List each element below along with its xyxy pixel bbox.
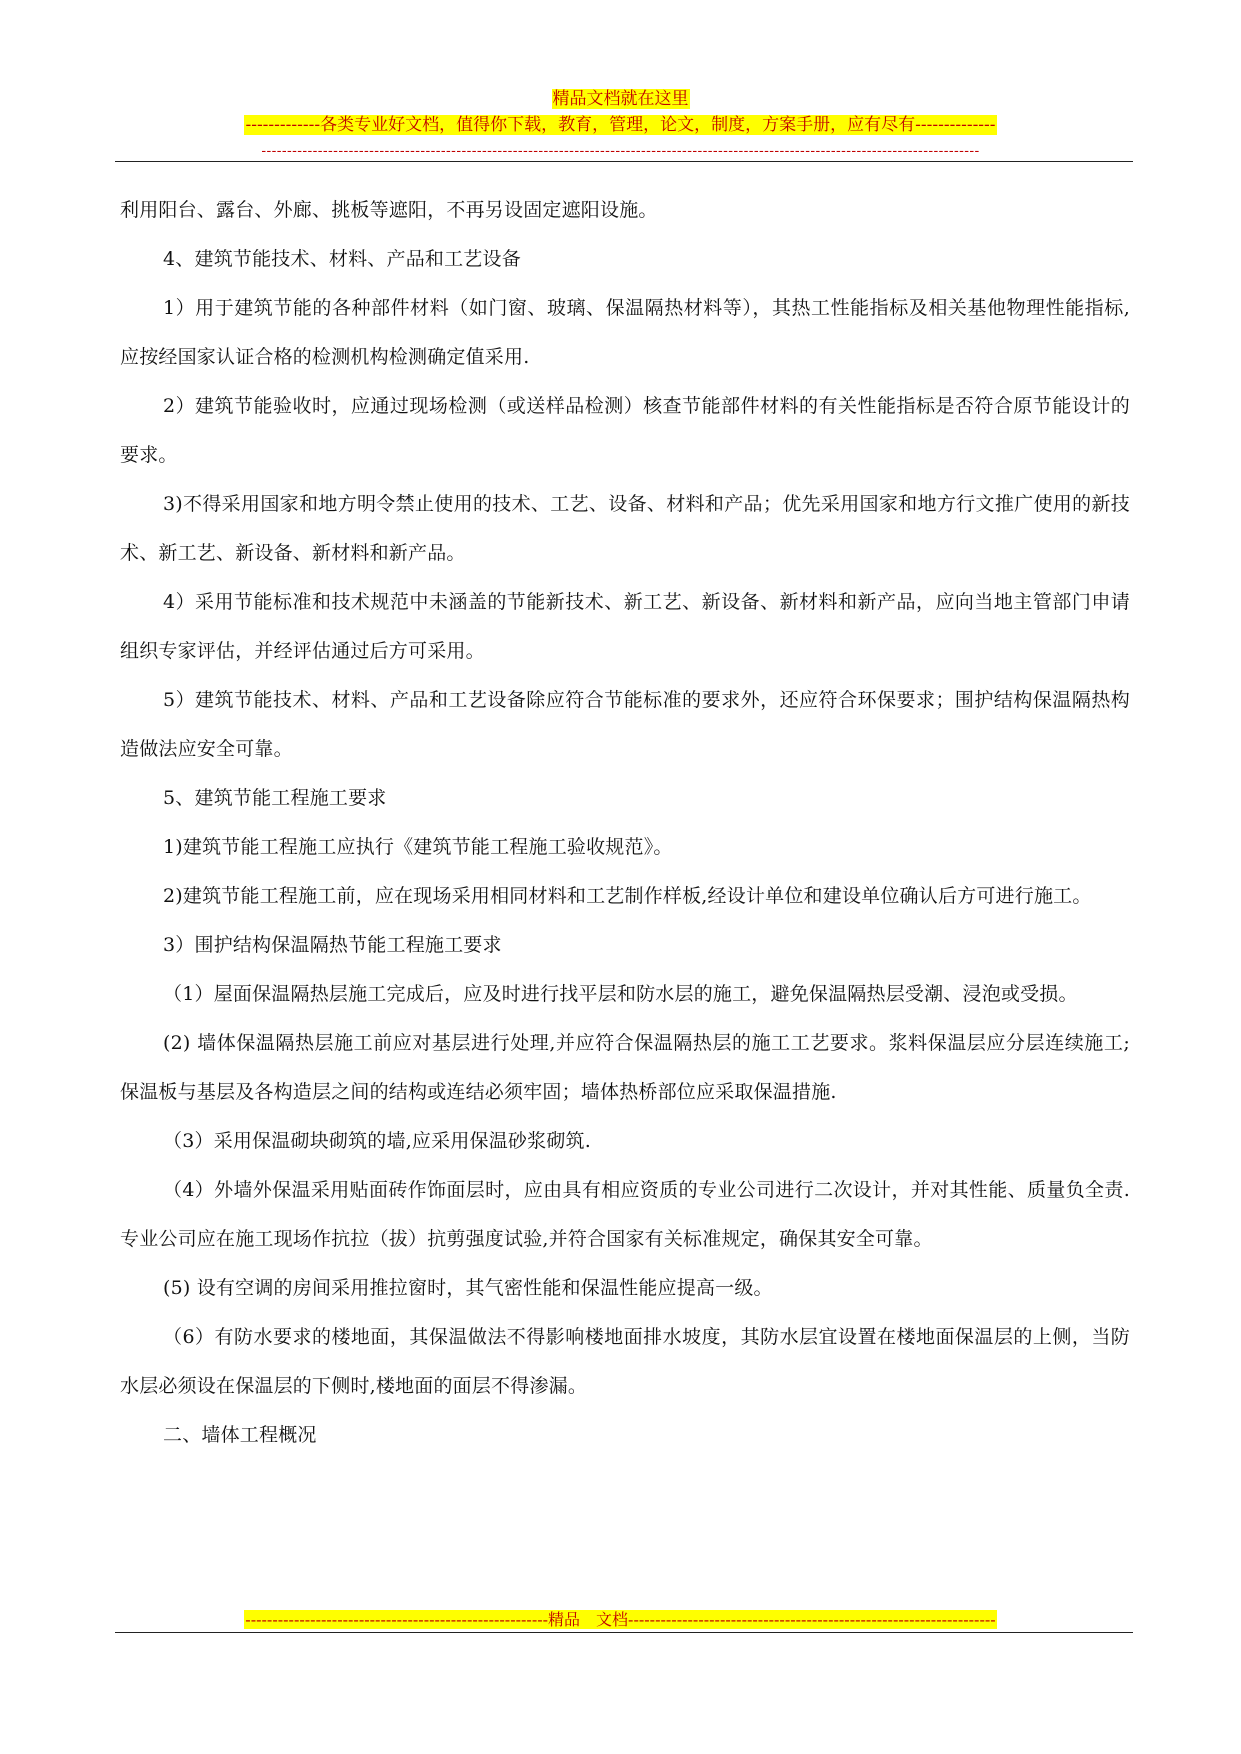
paragraph-15: （4）外墙外保温采用贴面砖作饰面层时，应由具有相应资质的专业公司进行二次设计，并对其性能、质量负全责.专业公司应在施工现场作抗拉（拔）抗剪强度试验,并符合国家有关标准规定，确保其安全可靠。	[120, 1179, 1130, 1250]
footer-line	[0, 1610, 1241, 1630]
footer-rule	[115, 1632, 1133, 1633]
paragraph-11: 3）围护结构保温隔热节能工程施工要求	[163, 934, 502, 956]
paragraph-6: 4）采用节能标准和技术规范中未涵盖的节能新技术、新工艺、新设备、新材料和新产品，应向当地主管部门申请组织专家评估，并经评估通过后方可采用。	[120, 591, 1130, 662]
paragraph-1: 利用阳台、露台、外廊、挑板等遮阳，不再另设固定遮阳设施。	[120, 199, 658, 221]
header-title-line	[0, 88, 1241, 110]
header-dash-line: --------------------------------------------------------------------------------------------------------------------------------------------	[261, 143, 980, 159]
header-title: 精品文档就在这里	[552, 89, 689, 109]
paragraph-14: （3）采用保温砌块砌筑的墙,应采用保温砂浆砌筑.	[163, 1130, 591, 1152]
paragraph-9: 1)建筑节能工程施工应执行《建筑节能工程施工验收规范》。	[163, 836, 673, 858]
paragraph-5: 3)不得采用国家和地方明令禁止使用的技术、工艺、设备、材料和产品；优先采用国家和地方行文推广使用的新技术、新工艺、新设备、新材料和新产品。	[120, 493, 1130, 564]
paragraph-18: 二、墙体工程概况	[163, 1424, 317, 1446]
paragraph-10: 2)建筑节能工程施工前，应在现场采用相同材料和工艺制作样板,经设计单位和建设单位确认后方可进行施工。	[163, 885, 1092, 907]
paragraph-3: 1）用于建筑节能的各种部件材料（如门窗、玻璃、保温隔热材料等），其热工性能指标及相关基他物理性能指标,应按经国家认证合格的检测机构检测确定值采用.	[120, 297, 1130, 368]
paragraph-17: （6）有防水要求的楼地面，其保温做法不得影响楼地面排水坡度，其防水层宜设置在楼地面保温层的上侧，当防水层必须设在保温层的下侧时,楼地面的面层不得渗漏。	[120, 1326, 1130, 1397]
paragraph-13: (2) 墙体保温隔热层施工前应对基层进行处理,并应符合保温隔热层的施工工艺要求。浆料保温层应分层连续施工;保温板与基层及各构造层之间的结构或连结必须牢固；墙体热桥部位应采取保温措施.	[120, 1032, 1130, 1103]
paragraph-16: (5) 设有空调的房间采用推拉窗时，其气密性能和保温性能应提高一级。	[163, 1277, 773, 1299]
header-rule	[115, 161, 1133, 162]
paragraph-12: （1）屋面保温隔热层施工完成后，应及时进行找平层和防水层的施工，避免保温隔热层受潮、浸泡或受损。	[163, 983, 1078, 1005]
footer-text: --------------------------------------------------------精品 文档--------------------------------------------------------------------	[245, 1610, 996, 1629]
paragraph-4: 2）建筑节能验收时，应通过现场检测（或送样品检测）核查节能部件材料的有关性能指标是否符合原节能设计的要求。	[120, 395, 1130, 466]
paragraph-8: 5、建筑节能工程施工要求	[163, 787, 387, 809]
paragraph-7: 5）建筑节能技术、材料、产品和工艺设备除应符合节能标准的要求外，还应符合环保要求；围护结构保温隔热构造做法应安全可靠。	[120, 689, 1130, 760]
document-body	[120, 186, 1130, 1460]
header-subtitle: -------------各类专业好文档，值得你下载，教育，管理，论文，制度，方案手册，应有尽有--------------	[245, 115, 996, 135]
header-subtitle-line	[0, 114, 1241, 136]
paragraph-2: 4、建筑节能技术、材料、产品和工艺设备	[163, 248, 521, 270]
